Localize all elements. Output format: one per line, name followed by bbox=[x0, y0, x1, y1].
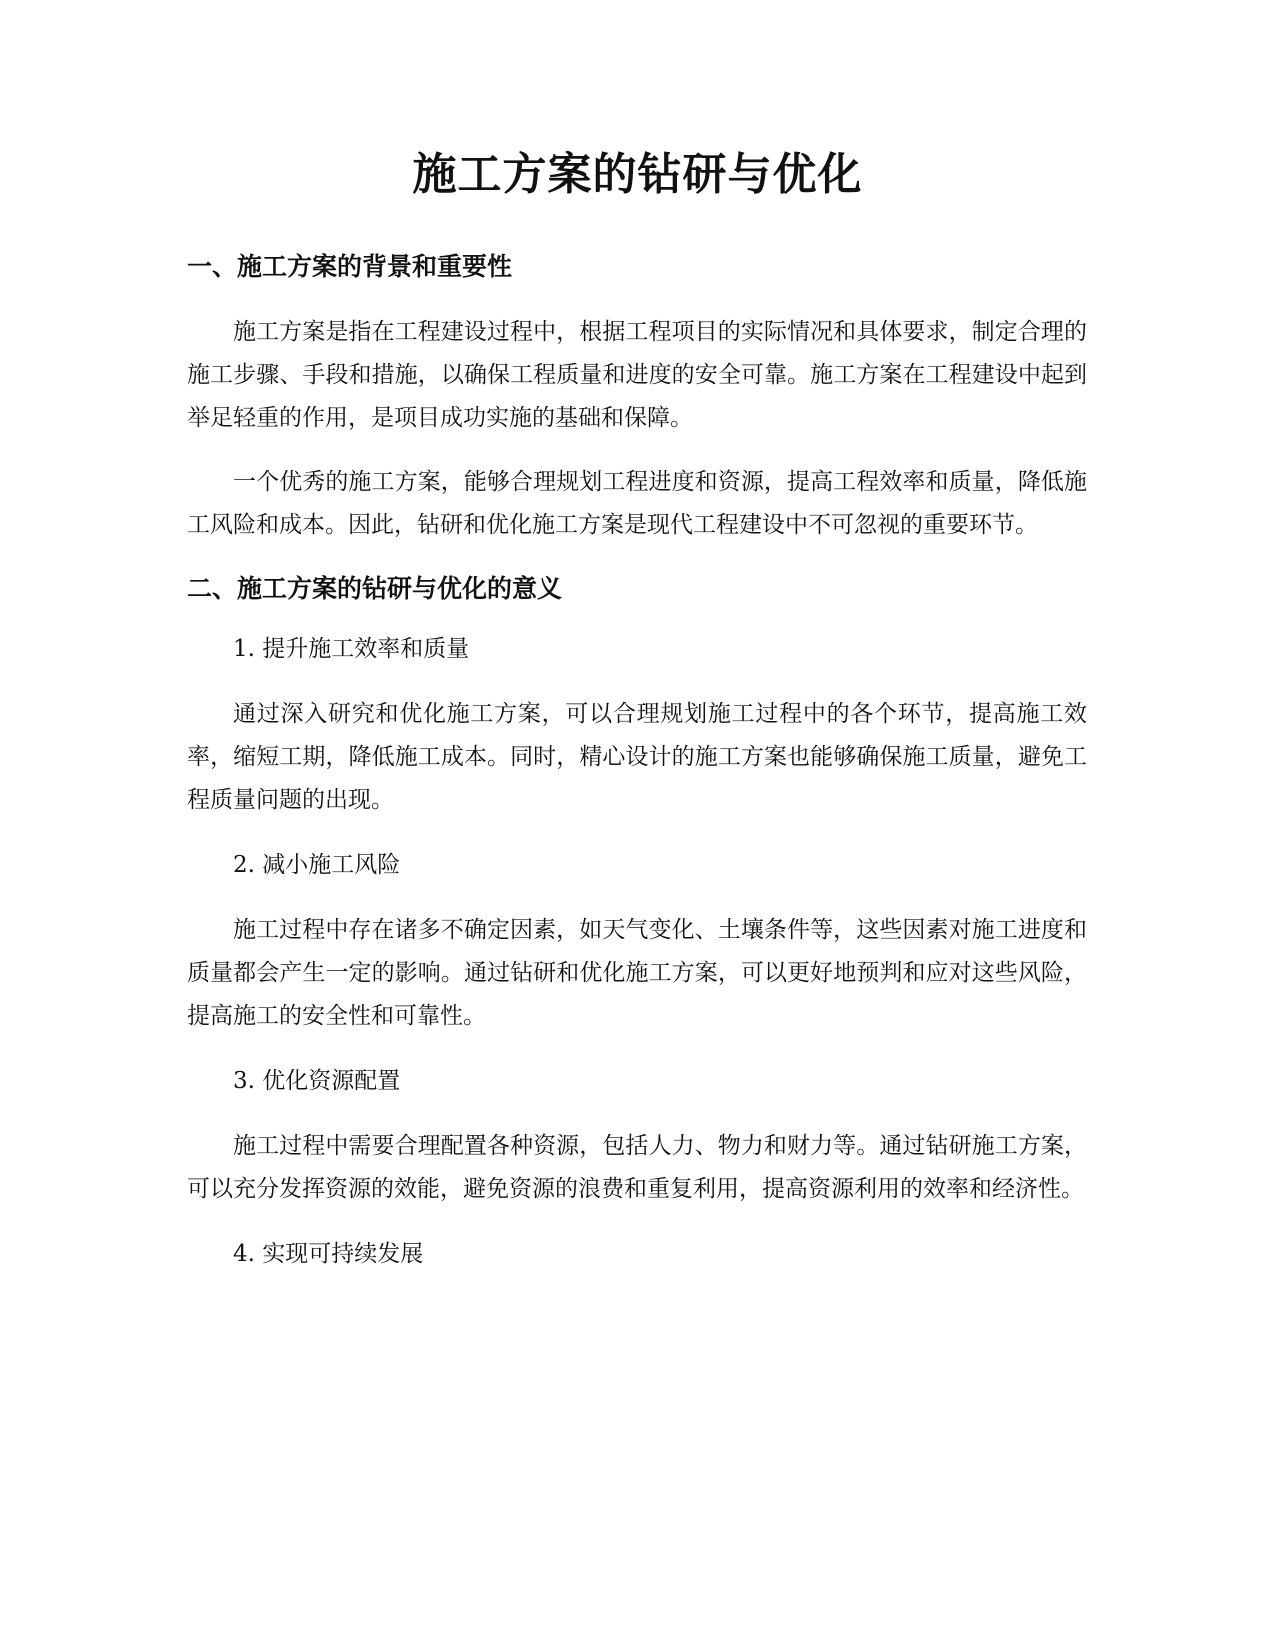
numbered-subheading: 2. 减小施工风险 bbox=[233, 852, 401, 878]
paragraph: 一个优秀的施工方案，能够合理规划工程进度和资源，提高工程效率和质量，降低施工风险和成本。因此，钻研和优化施工方案是现代工程建设中不可忽视的重要环节。 bbox=[187, 469, 1087, 538]
paragraph: 施工方案是指在工程建设过程中，根据工程项目的实际情况和具体要求，制定合理的施工步骤、手段和措施，以确保工程质量和进度的安全可靠。施工方案在工程建设中起到举足轻重的作用，是项目成功实施的基础和保障。 bbox=[187, 319, 1087, 431]
paragraph: 通过深入研究和优化施工方案，可以合理规划施工过程中的各个环节，提高施工效率，缩短工期，降低施工成本。同时，精心设计的施工方案也能够确保施工质量，避免工程质量问题的出现。 bbox=[187, 701, 1087, 813]
numbered-subheading: 3. 优化资源配置 bbox=[233, 1068, 401, 1094]
paragraph: 施工过程中需要合理配置各种资源，包括人力、物力和财力等。通过钻研施工方案，可以充分发挥资源的效能，避免资源的浪费和重复利用，提高资源利用的效率和经济性。 bbox=[187, 1133, 1087, 1202]
section-heading-1: 一、施工方案的背景和重要性 bbox=[187, 252, 513, 281]
numbered-subheading: 4. 实现可持续发展 bbox=[233, 1241, 424, 1267]
section-heading-2: 二、施工方案的钻研与优化的意义 bbox=[187, 574, 563, 603]
numbered-subheading: 1. 提升施工效率和质量 bbox=[233, 636, 470, 662]
document-title: 施工方案的钻研与优化 bbox=[412, 149, 863, 200]
paragraph: 施工过程中存在诸多不确定因素，如天气变化、土壤条件等，这些因素对施工进度和质量都会产生一定的影响。通过钻研和优化施工方案，可以更好地预判和应对这些风险，提高施工的安全性和可靠性。 bbox=[187, 917, 1087, 1029]
document-body bbox=[187, 250, 1087, 1271]
